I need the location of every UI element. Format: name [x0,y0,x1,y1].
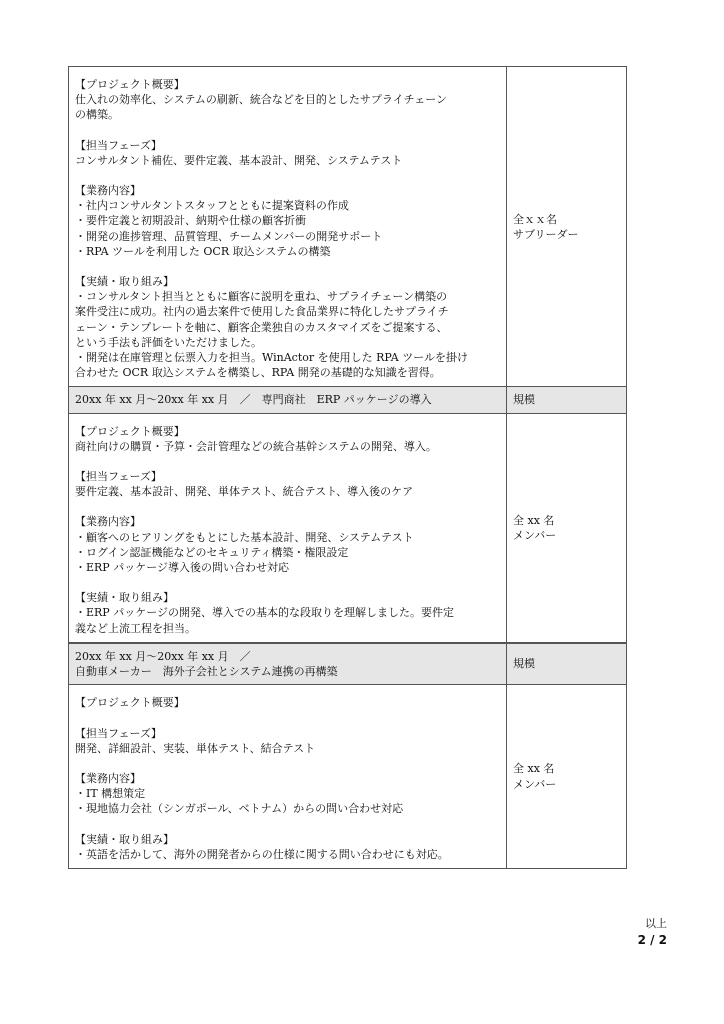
end-mark: 以上 [645,917,667,930]
section-line: ・ログイン認証機能などのセキュリティ構築・権限設定 [75,545,349,559]
section-title: 【実績・取り組み】 [75,832,174,846]
duties-section [75,771,500,817]
project-3-header [69,642,626,684]
section-title: 【プロジェクト概要】 [75,696,185,710]
section-line: ・顧客へのヒアリングをもとにした基本設計、開発、システムテスト [75,530,414,544]
project-overview-section [75,77,500,123]
section-line: ・RPA ツールを利用した OCR 取込システムの構築 [75,244,331,258]
section-line: 合わせた OCR 取込システムを構築し、RPA 開発の基礎的な知識を習得。 [75,366,441,380]
team-size: 全 xx 名 [513,762,555,776]
section-title: 【プロジェクト概要】 [75,78,185,91]
role: メンバー [513,528,557,542]
project-2-header [69,386,626,412]
achievements-section [75,832,500,862]
role: メンバー [513,777,557,791]
project-2-scale [506,414,626,642]
phase-section [75,469,500,499]
scale-header [506,387,626,412]
section-line: コンサルタント補佐、要件定義、基本設計、開発、システムテスト [75,153,403,167]
section-title: 【業務内容】 [75,771,141,785]
project-1-body [69,66,626,386]
section-title: 【担当フェーズ】 [75,138,162,152]
section-line: 開発、詳細設計、実装、単体テスト、結合テスト [75,741,316,755]
project-3-body [69,684,626,868]
scale-header [506,644,626,684]
project-overview-section [75,695,500,710]
project-3-scale [506,685,626,868]
project-overview-section [75,424,500,454]
scale-header-label: 規模 [513,657,535,671]
section-line: ・開発の進捗管理、品質管理、チームメンバーの開発サポート [75,229,383,243]
section-title: 【担当フェーズ】 [75,726,162,740]
achievements-section [75,590,500,636]
phase-section [75,138,500,168]
section-line: 商社向けの購買・予算・会計管理などの統合基幹システムの開発、導入。 [75,439,437,453]
section-line: ・社内コンサルタントスタッフとともに提案資料の作成 [75,199,349,213]
section-title: 【実績・取り組み】 [75,275,174,289]
section-line: 仕入れの効率化、システムの刷新、統合などを目的としたサプライチェーン [75,93,448,107]
project-1-details [69,67,506,386]
scale-header-label: 規模 [513,393,535,407]
section-line: ェーン・テンプレートを軸に、顧客企業独自のカスタマイズをご提案する、 [75,320,448,334]
project-2-details [69,414,506,642]
section-line: ・IT 構想策定 [75,787,146,801]
project-3-period-title [69,644,506,684]
section-title: 【業務内容】 [75,515,141,529]
section-line: ・コンサルタント担当とともに顧客に説明を重ね、サプライチェーン構築の [75,290,448,304]
section-line: ・要件定義と初期設計、納期や仕様の顧客折衝 [75,214,306,228]
phase-section [75,726,500,756]
career-table [68,66,627,869]
section-line: 案件受注に成功。社内の過去案件で使用した食品業界に特化したサプライチ [75,305,449,319]
project-2-period-title [69,387,506,412]
section-line: 義など上流工程を担当。 [75,621,196,635]
page-number: 2 / 2 [637,933,667,947]
section-line: 要件定義、基本設計、開発、単体テスト、統合テスト、導入後のケア [75,485,414,499]
section-line: ・現地協力会社（シンガポール、ベトナム）からの問い合わせ対応 [75,802,404,816]
section-line: という手法も評価をいただけました。 [75,335,262,349]
project-period: 20xx 年 xx 月～20xx 年 xx 月 ／ [75,649,251,663]
project-2-body [69,413,626,642]
section-title: 【実績・取り組み】 [75,591,174,605]
section-title: 【プロジェクト概要】 [75,424,185,438]
duties-section [75,514,500,575]
team-size: 全 xx 名 [513,513,555,527]
project-1-scale [506,67,626,386]
project-period: 20xx 年 xx 月～20xx 年 xx 月 ／ 専門商社 ERP パッケージの導入 [75,393,432,407]
section-line: ・開発は在庫管理と伝票入力を担当。WinActor を使用した RPA ツールを掛け [75,351,469,365]
section-title: 【業務内容】 [75,184,141,198]
section-line: ・ERP パッケージ導入後の問い合わせ対応 [75,561,289,575]
project-title: 自動車メーカー 海外子会社とシステム連携の再構築 [75,665,338,679]
project-3-details [69,685,506,868]
duties-section [75,183,500,259]
team-size: 全ｘｘ名 [513,212,557,226]
role: サブリーダー [513,227,579,241]
section-title: 【担当フェーズ】 [75,470,162,484]
achievements-section [75,274,500,380]
section-line: の構築。 [75,108,119,122]
section-line: ・ERP パッケージの開発、導入での基本的な段取りを理解しました。要件定 [75,606,454,620]
section-line: ・英語を活かして、海外の開発者からの仕様に関する問い合わせにも対応。 [75,847,449,861]
